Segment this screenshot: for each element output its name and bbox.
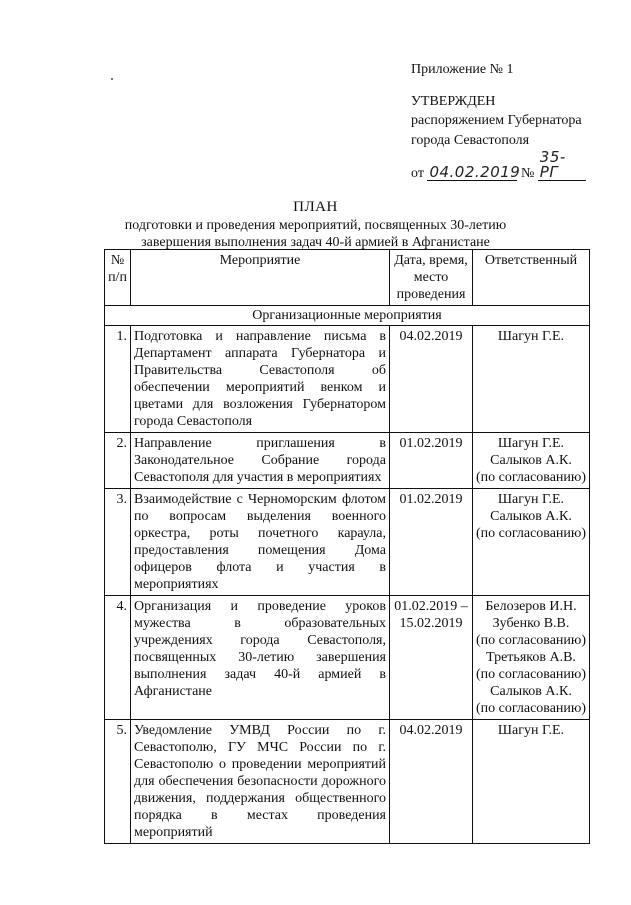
row-date: 04.02.2019	[390, 720, 473, 844]
row-event: Уведомление УМВД России по г. Севастополю, ГУ МЧС России по г. Севастополю о проведении мероприятий для обеспечения безопасности дорожного движения, поддержания общественного порядка в местах проведения мероприятий	[131, 720, 390, 844]
row-date: 01.02.2019	[390, 433, 473, 489]
row-event: Подготовка и направление письма в Департамент аппарата Губернатора и Правительства Севастополя об обеспечении мероприятий венком и цветами для возложения Губернатором города Севастополя	[131, 326, 390, 433]
responsible-person: Зубенко В.В.	[492, 616, 570, 631]
row-responsible	[473, 326, 590, 433]
header-responsible: Ответственный	[473, 250, 590, 306]
document-subtitle	[0, 217, 631, 251]
row-event: Взаимодействие с Черноморским флотом по вопросам выделения военного оркестра, роты почетного караула, предоставления помещения Дома офицеров флота и участия в мероприятиях	[131, 489, 390, 596]
responsible-person: Шагун Г.Е.	[497, 329, 565, 344]
responsible-person: (по согласованию)	[475, 633, 587, 648]
responsible-person: (по согласованию)	[475, 667, 587, 682]
table-header-row	[105, 250, 590, 306]
subtitle-line-1: подготовки и проведения мероприятий, посвященных 30-летию	[124, 218, 507, 233]
table-row	[105, 489, 590, 596]
row-responsible	[473, 433, 590, 489]
approval-date-line	[411, 150, 586, 184]
row-date: 01.02.2019	[390, 489, 473, 596]
row-responsible	[473, 720, 590, 844]
approval-line-2: города Севастополя	[411, 132, 530, 148]
row-number: 1.	[105, 326, 131, 433]
plan-table	[104, 249, 590, 844]
row-date: 04.02.2019	[390, 326, 473, 433]
table-row	[105, 326, 590, 433]
table-row	[105, 596, 590, 720]
row-event: Организация и проведение уроков мужества в образовательных учреждениях города Севастополя, посвященных 30-летию завершения выполнения задач 40-й армией в Афганистане	[131, 596, 390, 720]
row-event: Направление приглашения в Законодательное Собрание города Севастополя для участия в мероприятиях	[131, 433, 390, 489]
responsible-person: Салыков А.К.	[490, 684, 572, 699]
approval-line-1: распоряжением Губернатора	[411, 113, 582, 128]
table-row	[105, 433, 590, 489]
approval-block	[411, 60, 586, 184]
header-number: № п/п	[105, 250, 131, 306]
scan-speck	[111, 78, 113, 80]
row-responsible	[473, 596, 590, 720]
number-label: №	[520, 166, 535, 181]
from-label: от	[411, 166, 424, 181]
responsible-person: (по согласованию)	[475, 526, 587, 541]
row-number: 3.	[105, 489, 131, 596]
row-number: 5.	[105, 720, 131, 844]
handwritten-date: 04.02.2019	[429, 163, 521, 181]
row-date: 01.02.2019 – 15.02.2019	[390, 596, 473, 720]
section-row	[105, 306, 590, 326]
responsible-person: (по согласованию)	[475, 701, 587, 716]
document-title: ПЛАН	[293, 199, 338, 215]
subtitle-line-2: завершения выполнения задач 40-й армией в Афганистане	[141, 235, 490, 250]
section-title: Организационные мероприятия	[105, 306, 590, 326]
table-row	[105, 720, 590, 844]
handwritten-number: 35-РГ	[538, 150, 586, 181]
row-responsible	[473, 489, 590, 596]
header-date: Дата, время, место проведения	[390, 250, 473, 306]
responsible-person: (по согласованию)	[475, 470, 587, 485]
responsible-person: Белозеров И.Н.	[485, 599, 577, 614]
responsible-person: Шагун Г.Е.	[497, 492, 565, 507]
responsible-person: Шагун Г.Е.	[497, 723, 565, 738]
responsible-person: Третьяков А.В.	[486, 650, 576, 665]
responsible-person: Шагун Г.Е.	[497, 436, 565, 451]
annex-label: Приложение № 1	[411, 62, 514, 77]
approved-label: УТВЕРЖДЕН	[411, 93, 496, 109]
responsible-person: Салыков А.К.	[490, 453, 572, 468]
header-event: Мероприятие	[131, 250, 390, 306]
row-number: 4.	[105, 596, 131, 720]
responsible-person: Салыков А.К.	[490, 509, 572, 524]
row-number: 2.	[105, 433, 131, 489]
